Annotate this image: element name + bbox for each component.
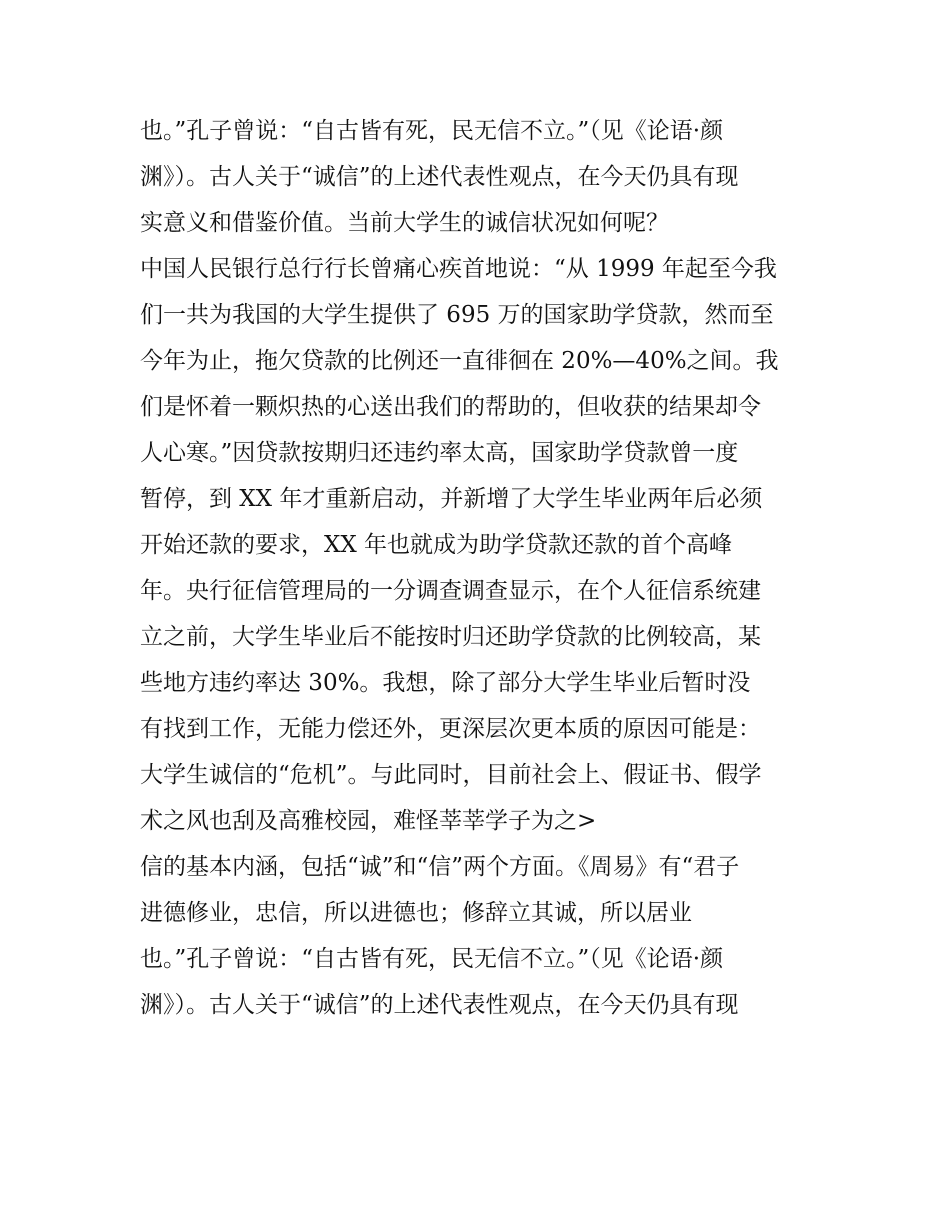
text-line: 中国人民银行总行行长曾痛心疾首地说：“从 1999 年起至今我 xyxy=(140,256,777,282)
text-line: 进德修业，忠信，所以进德也；修辞立其诚，所以居业 xyxy=(140,900,692,926)
text-line: 有找到工作，无能力偿还外，更深层次更本质的原因可能是： xyxy=(140,716,761,742)
text-line: 们是怀着一颗炽热的心送出我们的帮助的，但收获的结果却令 xyxy=(140,394,761,420)
text-line: 些地方违约率达 30%。我想，除了部分大学生毕业后暂时没 xyxy=(140,670,751,696)
text-line: 术之风也刮及高雅校园，难怪莘莘学子为之> xyxy=(140,808,597,834)
text-line: 们一共为我国的大学生提供了 695 万的国家助学贷款，然而至 xyxy=(140,302,774,328)
text-line: 开始还款的要求，XX 年也就成为助学贷款还款的首个高峰 xyxy=(140,532,733,558)
text-line: 立之前，大学生毕业后不能按时归还助学贷款的比例较高，某 xyxy=(140,624,761,650)
text-line: 大学生诚信的“危机”。与此同时，目前社会上、假证书、假学 xyxy=(140,762,762,788)
text-line: 渊》）。古人关于“诚信”的上述代表性观点，在今天仍具有现 xyxy=(140,992,739,1018)
text-line: 也。”孔子曾说：“自古皆有死，民无信不立。”（见《论语·颜 xyxy=(140,118,724,144)
document-body xyxy=(140,108,820,1028)
text-line: 今年为止，拖欠贷款的比例还一直徘徊在 20%—40%之间。我 xyxy=(140,348,779,374)
text-line: 人心寒。”因贷款按期归还违约率太高，国家助学贷款曾一度 xyxy=(140,440,739,466)
text-line: 暂停，到 XX 年才重新启动，并新增了大学生毕业两年后必须 xyxy=(140,486,763,512)
text-line: 信的基本内涵，包括“诚”和“信”两个方面。《周易》有“君子 xyxy=(140,854,740,880)
text-line: 渊》）。古人关于“诚信”的上述代表性观点，在今天仍具有现 xyxy=(140,164,739,190)
text-line: 也。”孔子曾说：“自古皆有死，民无信不立。”（见《论语·颜 xyxy=(140,946,724,972)
text-line: 年。央行征信管理局的一分调查调查显示，在个人征信系统建 xyxy=(140,578,761,604)
text-line: 实意义和借鉴价值。当前大学生的诚信状况如何呢？ xyxy=(140,210,669,236)
